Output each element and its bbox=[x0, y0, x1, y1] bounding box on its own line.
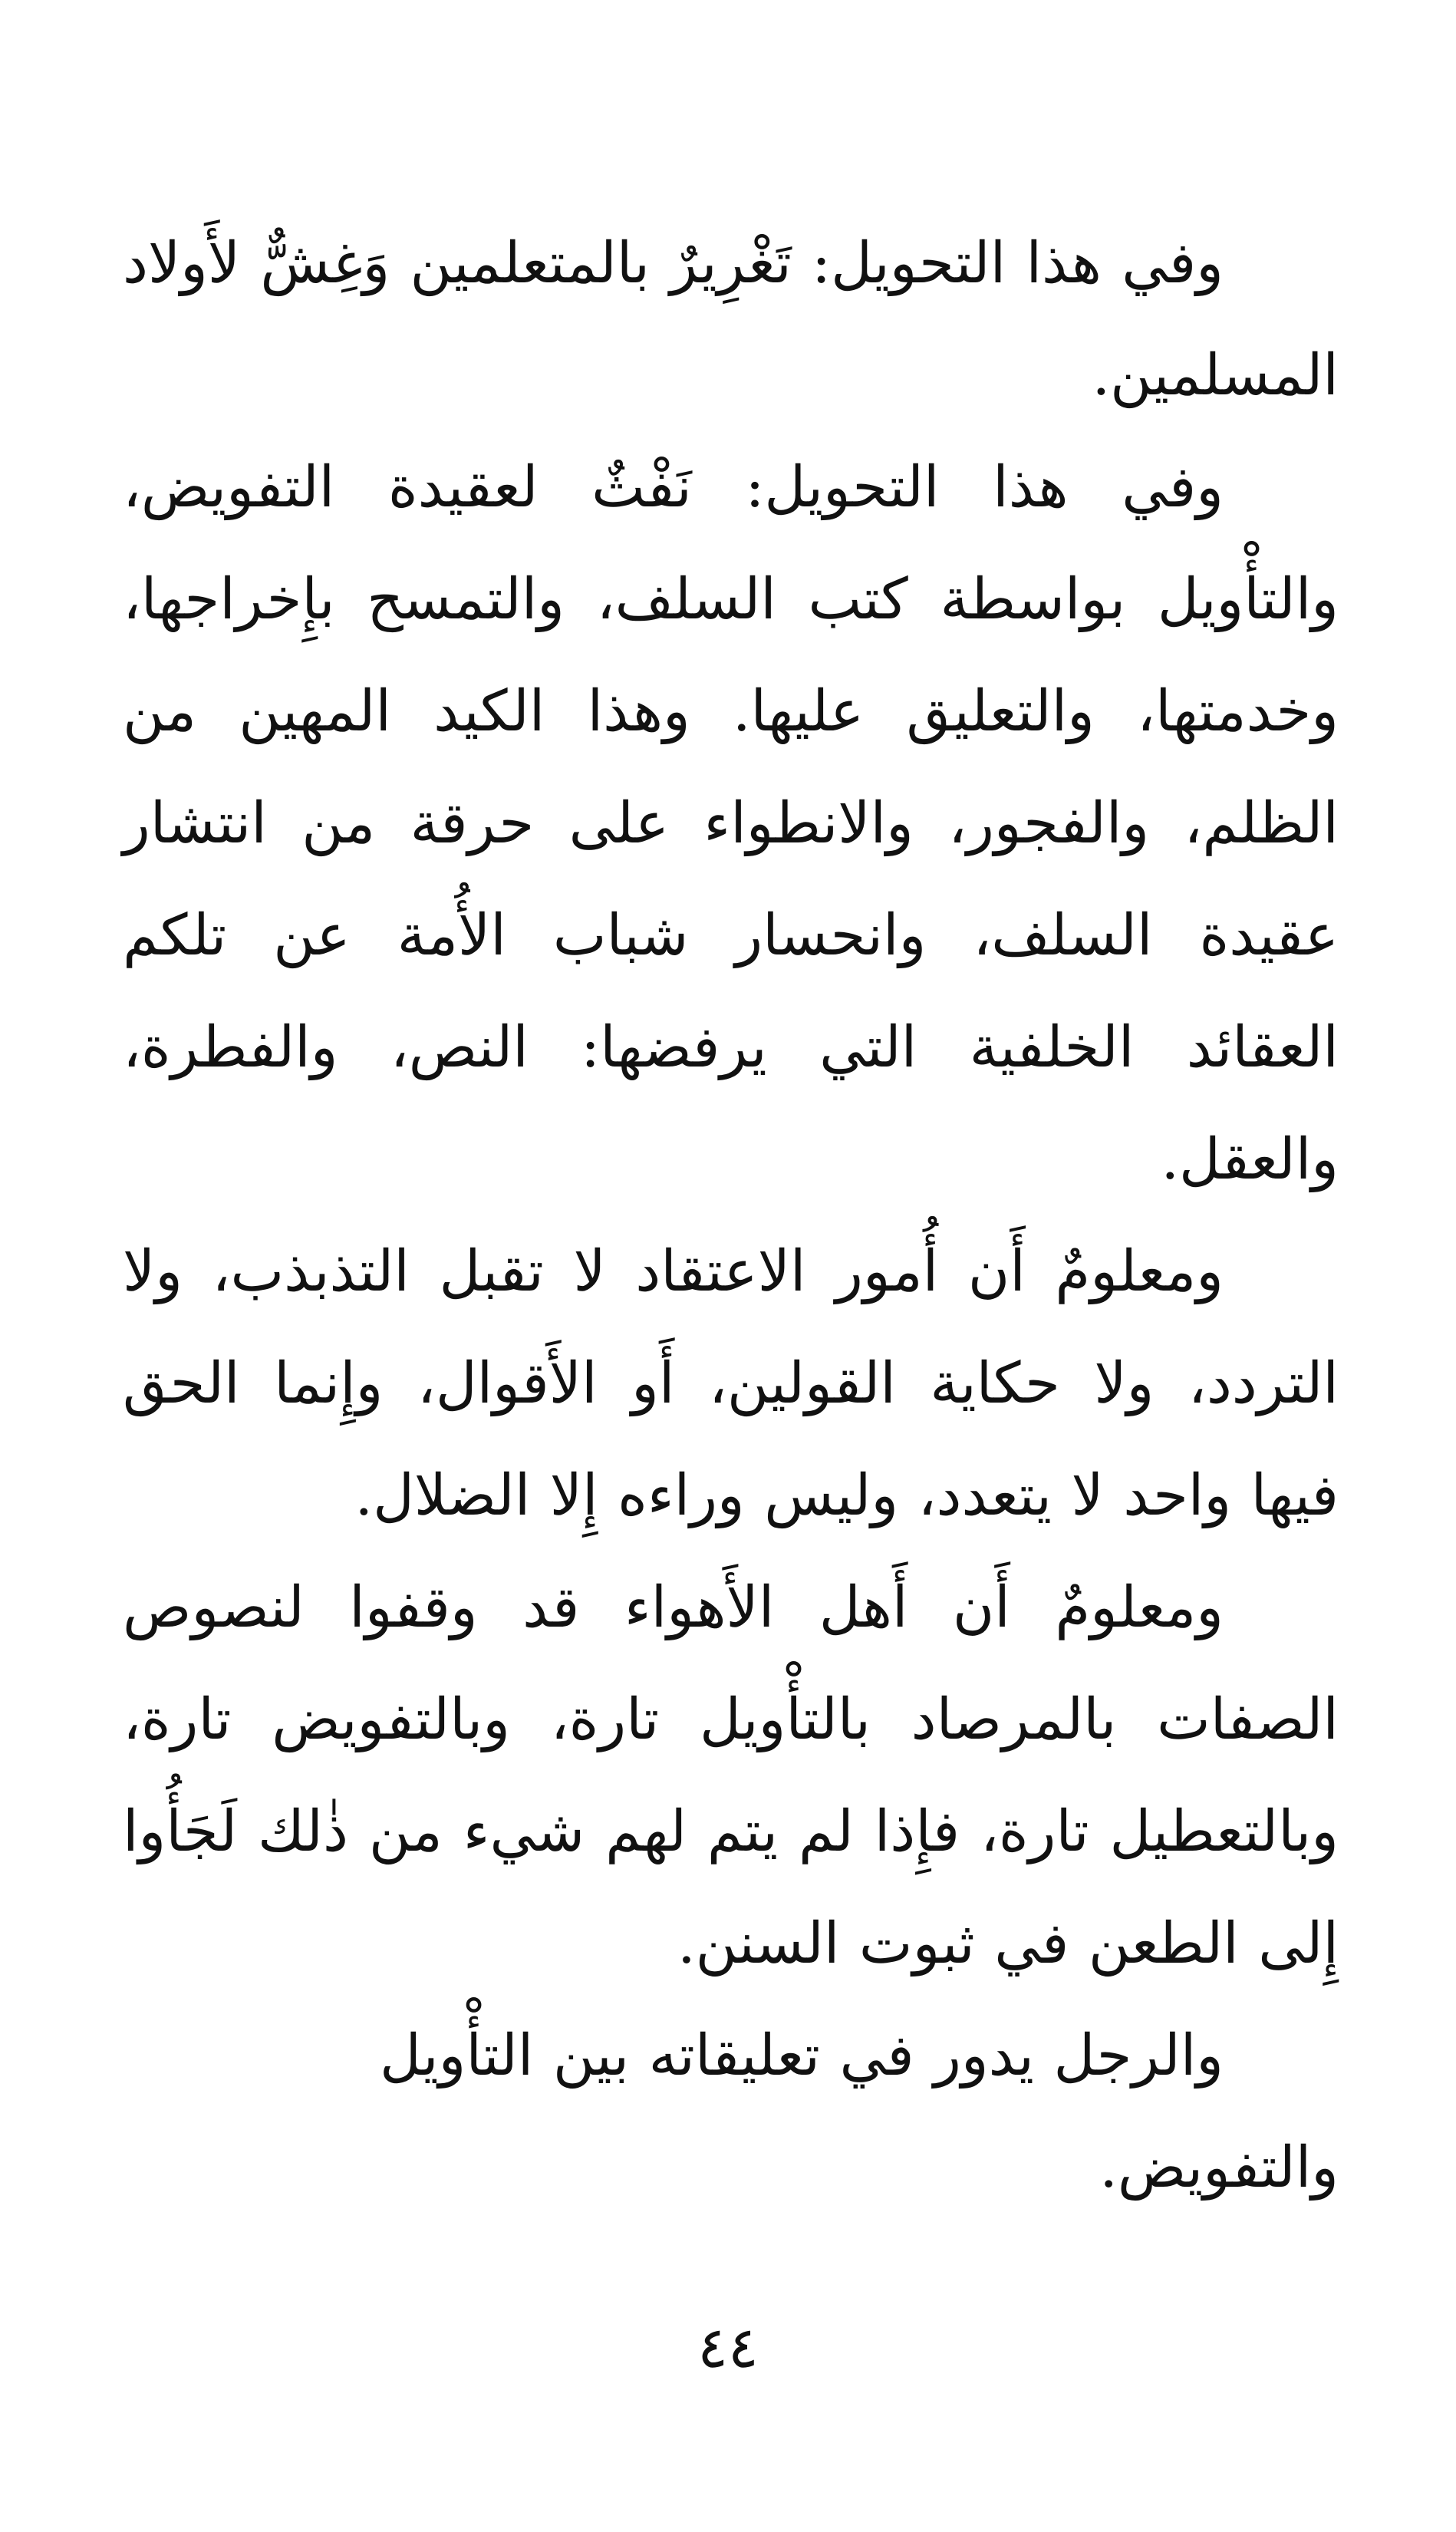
paragraph-2: وفي هذا التحويل: نَفْثٌ لعقيدة التفويض، والتأْويل بواسطة كتب السلف، والتمسح بإِخراجها، وخدمتها، والتعليق عليها. وهذا الكيد المهين من الظلم، والفجور، والانطواء على حرقة من انتشار عقيدة السلف، وانحسار شباب الأُمة عن تلكم العقائد الخلفية التي يرفضها: النص، والفطرة، والعقل. bbox=[123, 454, 1339, 1192]
paragraph-5: والرجل يدور في تعليقاته بين التأْويل والتفويض. bbox=[379, 2023, 1339, 2201]
body-text bbox=[123, 207, 1339, 2224]
paragraph-1: وفي هذا التحويل: تَغْرِيرٌ بالمتعلمين وَغِشٌّ لأَولاد المسلمين. bbox=[123, 230, 1339, 408]
paragraph-4: ومعلومٌ أَن أَهل الأَهواء قد وقفوا لنصوص الصفات بالمرصاد بالتأْويل تارة، وبالتفويض تارة، وبالتعطيل تارة، فإِذا لم يتم لهم شيء من ذٰلك لَجَأُوا إِلى الطعن في ثبوت السنن. bbox=[123, 1574, 1339, 1976]
page-number: ٤٤ bbox=[697, 2315, 759, 2381]
paragraph-3: ومعلومٌ أَن أُمور الاعتقاد لا تقبل التذبذب، ولا التردد، ولا حكاية القولين، أَو الأَقوال، وإِنما الحق فيها واحد لا يتعدد، وليس وراءه إِلا الضلال. bbox=[123, 1238, 1339, 1528]
